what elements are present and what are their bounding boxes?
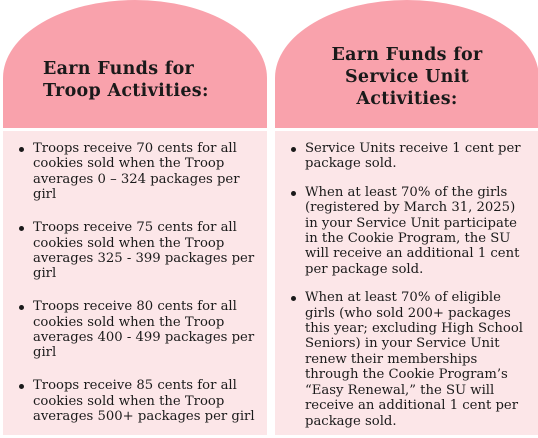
service-unit-list (275, 131, 538, 429)
troop-card-header (3, 0, 267, 128)
bullet-icon (291, 191, 296, 196)
service-unit-title-line-1: Earn Funds for (331, 45, 483, 65)
troop-item-text: Troops receive 85 cents for all cookies sold when the Troop averages 500+ packages per girl (33, 378, 255, 425)
troop-item-text: Troops receive 70 cents for all cookies sold when the Troop averages 0 – 324 packages per girl (33, 141, 240, 203)
bullet-icon (291, 296, 296, 301)
troop-list (3, 131, 267, 425)
troop-activities-card (3, 0, 267, 438)
service-unit-list-item (305, 141, 531, 172)
service-unit-list-item (305, 290, 531, 429)
troop-title-line-2: Troop Activities: (43, 81, 209, 101)
bullet-icon (19, 226, 24, 231)
bullet-icon (19, 147, 24, 152)
service-unit-card-header (275, 0, 538, 128)
service-unit-list-item (305, 185, 531, 277)
service-unit-card-title (275, 44, 538, 110)
bullet-icon (19, 305, 24, 310)
troop-list-item (33, 378, 259, 424)
service-unit-activities-card (275, 0, 538, 438)
service-unit-card-body (275, 131, 538, 435)
troop-list-item (33, 141, 259, 203)
bullet-icon (19, 384, 24, 389)
service-unit-title-line-2: Service Unit (344, 67, 469, 87)
service-unit-title-line-3: Activities: (356, 89, 458, 109)
troop-card-body (3, 131, 267, 435)
troop-list-item (33, 220, 259, 282)
troop-card-title (3, 58, 263, 102)
service-unit-item-text: When at least 70% of the girls (registered by March 31, 2025) in your Service Unit participate in the Cookie Program, the SU will receive an additional 1 cent per package sold. (305, 184, 520, 277)
troop-title-line-1: Earn Funds for (43, 59, 195, 79)
troop-item-text: Troops receive 80 cents for all cookies sold when the Troop averages 400 - 499 packages per girl (33, 299, 255, 361)
troop-list-item (33, 299, 259, 361)
bullet-icon (291, 147, 296, 152)
troop-item-text: Troops receive 75 cents for all cookies sold when the Troop averages 325 - 399 packages per girl (33, 220, 255, 282)
service-unit-item-text: Service Units receive 1 cent per package sold. (305, 141, 521, 172)
service-unit-item-text: When at least 70% of eligible girls (who sold 200+ packages this year; excluding High School Seniors) in your Service Unit renew their memberships through the Cookie Program’s “Easy Renewal,” the SU will receive an additional 1 cent per package sold. (305, 290, 524, 429)
